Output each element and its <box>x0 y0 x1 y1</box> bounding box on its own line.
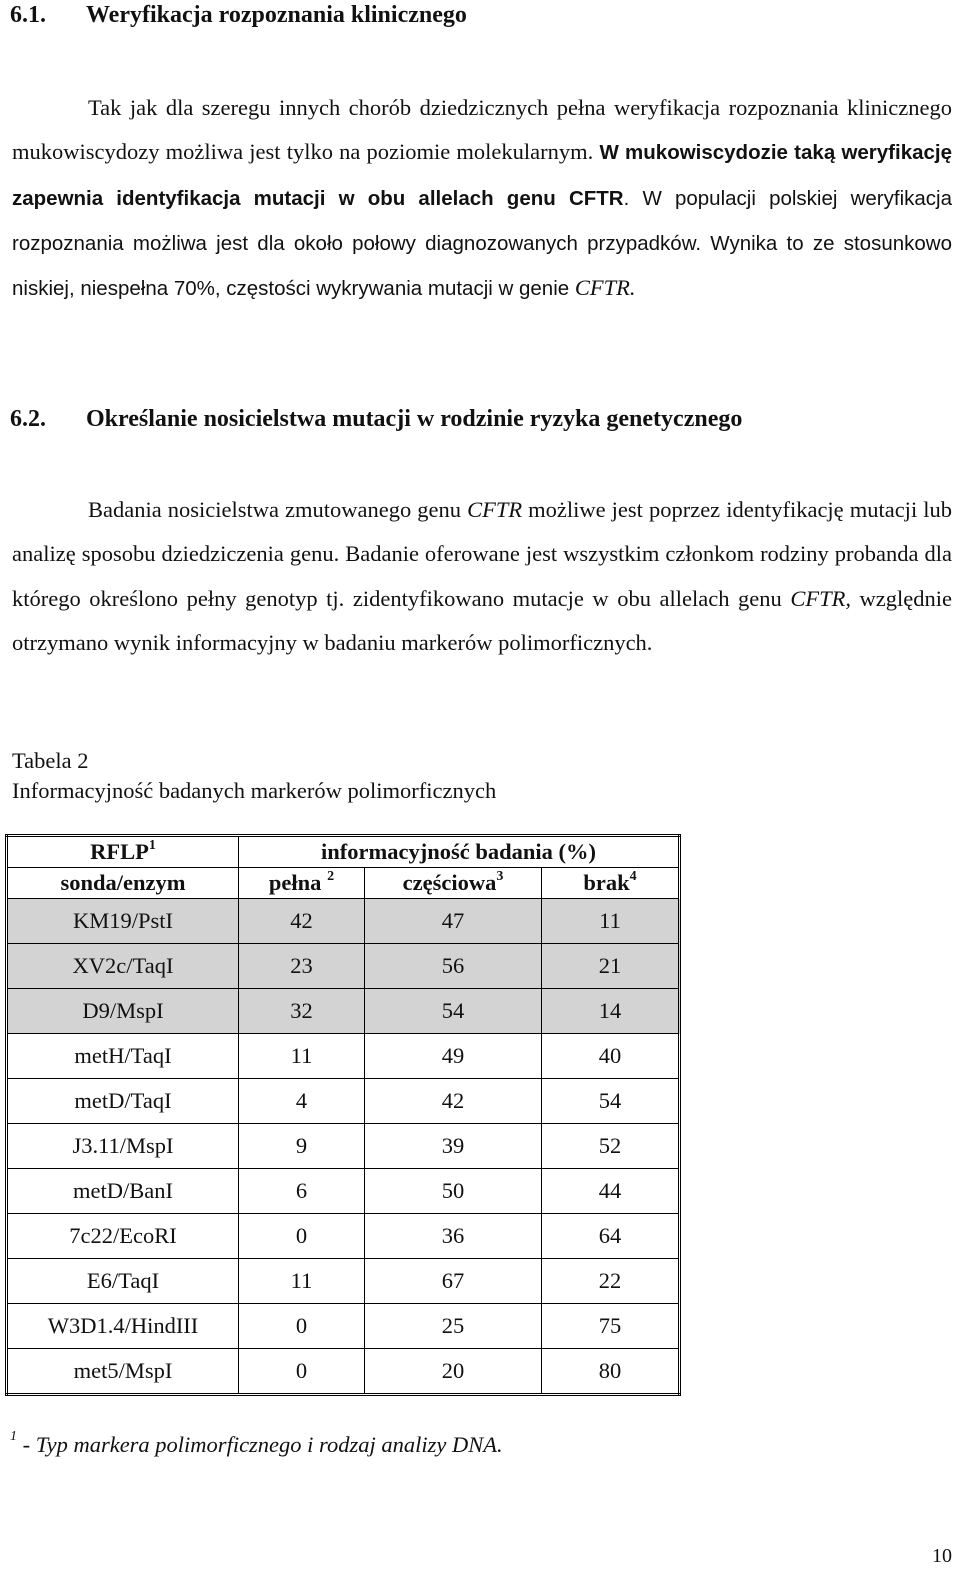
section-6-2-paragraph <box>12 488 952 665</box>
paragraph-text: Badania nosicielstwa zmutowanego genu <box>88 497 468 522</box>
footnote-marker: 1 <box>10 1429 17 1444</box>
table-caption <box>12 746 496 806</box>
cell-full: 0 <box>239 1214 365 1259</box>
cell-full: 42 <box>239 899 365 944</box>
table-row <box>7 989 680 1034</box>
cell-marker: XV2c/TaqI <box>7 944 239 989</box>
table-title: Informacyjność badanych markerów polimorficznych <box>12 778 497 803</box>
cell-none: 75 <box>542 1304 680 1349</box>
table-row <box>7 1034 680 1079</box>
table-header-row <box>7 836 680 868</box>
header-probe-enzyme: sonda/enzym <box>7 868 239 899</box>
cell-partial: 56 <box>365 944 542 989</box>
cell-none: 21 <box>542 944 680 989</box>
cell-marker: met5/MspI <box>7 1349 239 1395</box>
cell-marker: J3.11/MspI <box>7 1124 239 1169</box>
cell-partial: 50 <box>365 1169 542 1214</box>
table-row <box>7 1304 680 1349</box>
section-number: 6.1. <box>10 2 46 28</box>
cell-none: 44 <box>542 1169 680 1214</box>
cell-marker: metD/BanI <box>7 1169 239 1214</box>
paragraph-text-bold: W mukowiscydozie taką weryfikację zapewnia identyfikacja mutacji w obu allelach genu CFTR <box>12 141 953 210</box>
table-row <box>7 944 680 989</box>
cell-marker: D9/MspI <box>7 989 239 1034</box>
section-number: 6.2. <box>10 406 46 432</box>
cell-none: 40 <box>542 1034 680 1079</box>
footnote-text: - Typ markera polimorficznego i rodzaj analizy DNA. <box>17 1432 503 1457</box>
section-heading-6-1 <box>10 2 467 29</box>
cell-marker: W3D1.4/HindIII <box>7 1304 239 1349</box>
header-full: pełna $^2$ <box>239 868 365 899</box>
cell-full: 23 <box>239 944 365 989</box>
cell-none: 11 <box>542 899 680 944</box>
gene-name: CFTR <box>467 497 523 522</box>
table-row <box>7 899 680 944</box>
paragraph-text: Tak jak dla szeregu innych chorób dziedzicznych pełna weryfikacja rozpoznania klinicznego mukowiscydozy możliwa jest tylko na poziomie molekularnym. <box>12 95 952 165</box>
cell-none: 52 <box>542 1124 680 1169</box>
cell-full: 32 <box>239 989 365 1034</box>
gene-name: CFTR. <box>574 275 636 301</box>
cell-partial: 39 <box>365 1124 542 1169</box>
cell-full: 4 <box>239 1079 365 1124</box>
section-title: Weryfikacja rozpoznania klinicznego <box>86 2 467 28</box>
table-row <box>7 1124 680 1169</box>
footnote <box>10 1429 503 1458</box>
section-heading-6-2 <box>10 406 742 433</box>
section-6-1-paragraph <box>12 86 952 311</box>
cell-marker: metD/TaqI <box>7 1079 239 1124</box>
table-body <box>7 899 680 1395</box>
cell-none: 14 <box>542 989 680 1034</box>
cell-marker: metH/TaqI <box>7 1034 239 1079</box>
paragraph-text: możliwe jest poprzez identyfikację mutacji lub analizę sposobu dziedziczenia genu. Badanie oferowane jest wszystkim członkom rodziny probanda dla którego określono pełny genotyp tj. zidentyfikowano mutacje w obu allelach genu <box>12 497 952 611</box>
cell-partial: 25 <box>365 1304 542 1349</box>
cell-marker: 7c22/EcoRI <box>7 1214 239 1259</box>
cell-marker: E6/TaqI <box>7 1259 239 1304</box>
table-row <box>7 1259 680 1304</box>
cell-full: 0 <box>239 1349 365 1395</box>
cell-full: 9 <box>239 1124 365 1169</box>
paragraph-text-sans: . W populacji polskiej weryfikacja rozpoznania możliwa jest dla około połowy diagnozowanych przypadków. Wynika to ze stosunkowo niskiej, niespełna 70%, częstości wykrywania mutacji w genie <box>12 186 952 301</box>
page-number: 10 <box>932 1545 952 1567</box>
cell-none: 64 <box>542 1214 680 1259</box>
cell-full: 11 <box>239 1034 365 1079</box>
cell-partial: 67 <box>365 1259 542 1304</box>
table-row <box>7 1169 680 1214</box>
header-rflp: RFLP$^1$ <box>7 836 239 868</box>
table-row <box>7 1214 680 1259</box>
cell-partial: 54 <box>365 989 542 1034</box>
cell-partial: 36 <box>365 1214 542 1259</box>
table-row <box>7 1079 680 1124</box>
header-partial: częściowa$^3$ <box>365 868 542 899</box>
header-informativeness: informacyjność badania (%) <box>239 836 680 868</box>
cell-partial: 20 <box>365 1349 542 1395</box>
table-row <box>7 1349 680 1395</box>
cell-marker: KM19/PstI <box>7 899 239 944</box>
section-title: Określanie nosicielstwa mutacji w rodzinie ryzyka genetycznego <box>86 406 743 432</box>
cell-partial: 49 <box>365 1034 542 1079</box>
cell-none: 54 <box>542 1079 680 1124</box>
cell-full: 0 <box>239 1304 365 1349</box>
cell-full: 6 <box>239 1169 365 1214</box>
gene-name: CFTR, <box>790 585 851 611</box>
paragraph-text: względnie otrzymano wynik informacyjny w badaniu markerów polimorficznych. <box>12 585 952 655</box>
cell-none: 22 <box>542 1259 680 1304</box>
cell-full: 11 <box>239 1259 365 1304</box>
cell-partial: 42 <box>365 1079 542 1124</box>
table-subheader-row <box>7 868 680 899</box>
cell-none: 80 <box>542 1349 680 1395</box>
table-label: Tabela 2 <box>12 748 89 773</box>
marker-informativeness-table <box>5 834 681 1396</box>
header-none: brak$^4$ <box>542 868 680 899</box>
cell-partial: 47 <box>365 899 542 944</box>
